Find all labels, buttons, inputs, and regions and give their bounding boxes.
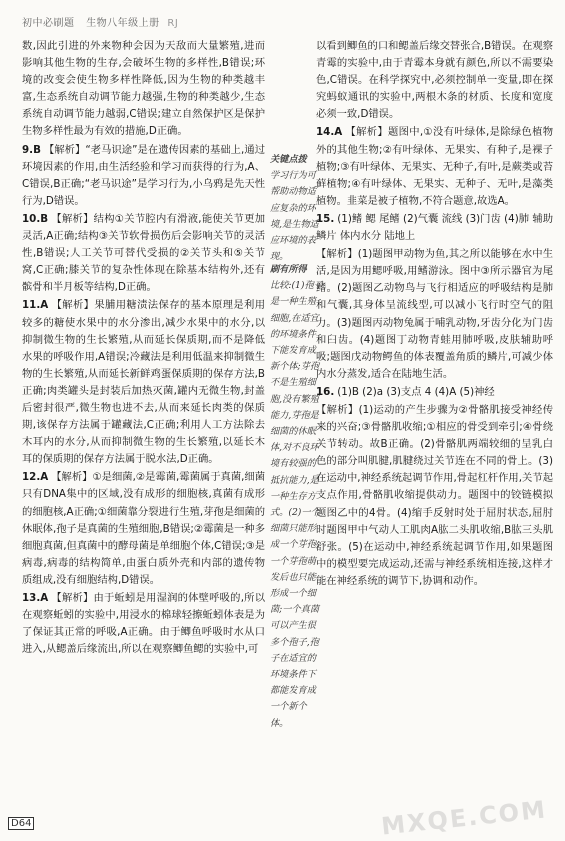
right_col-paragraph bbox=[316, 246, 553, 383]
question-number: 14.A bbox=[316, 126, 343, 139]
note-title: 关键点拨 bbox=[270, 154, 307, 165]
paragraph-text: 以看到鲫鱼的口和鳃盖后缘交替张合,B错误。在观察青霉的实验中,由于青霉本身就有颜色,所以不需要染色,C错误。在科学探究中,必须控制单一变量,即在探究蚂蚁通讯的实验中,两根木条的材质、长度和宽度必须一致,D错误。 bbox=[316, 40, 553, 121]
left_col-paragraph bbox=[22, 297, 265, 468]
question-number: 13.A bbox=[22, 592, 49, 604]
paragraph-text: 【解析】(1)运动的产生步骤为②骨骼肌接受神经传来的兴奋;③骨骼肌收缩;①相应的骨受到牵引;④骨绕关节转动。故B正确。(2)骨骼肌两端较细的呈乳白色的部分叫肌腱,肌腱绕过关节连在不同的骨上。(3)在运动中,神经系统起调节作用,骨起杠杆作用,关节起支点作用,骨骼肌收缩提供动力。题图中的铰链模拟题图乙中的4骨。(4)缩手反射时处于屈肘状态,屈肘时题图甲中气动人工肌肉A肱二头肌收缩,B肱三头肌舒张。(5)在运动中,神经系统起调节作用,如果题图中的模型要完成运动,还需与神经系统相连接,这样才能在神经系统的调节下,协调和动作。 bbox=[316, 403, 553, 587]
left_col-paragraph bbox=[22, 142, 265, 210]
question-number: 11.A bbox=[22, 299, 49, 312]
paragraph-text: (1)B (2)a (3)支点 4 (4)A (5)神经 bbox=[337, 385, 495, 398]
right-column bbox=[316, 38, 553, 591]
left_col-paragraph bbox=[22, 38, 265, 141]
paragraph-text: 【解析】结构①关节腔内有滑液,能使关节更加灵活,A正确;结构③关节软骨损伤后会影响关节的灵活性,B错误;人工关节可替代受损的②关节头和⑤关节窝,C正确;膝关节的复杂性体现在除基本结构外,还有髌骨和半月板等结构,D正确。 bbox=[22, 212, 265, 294]
note-text: 学习行为可帮助动物适应复杂的环境,是生物适应环境的表现。 bbox=[270, 170, 319, 263]
edition-label: RJ bbox=[167, 18, 179, 29]
note-gains bbox=[270, 262, 324, 732]
page-header bbox=[22, 14, 178, 29]
right_col-paragraph bbox=[316, 211, 553, 245]
question-number: 15. bbox=[316, 212, 335, 225]
question-number: 10.B bbox=[22, 212, 49, 225]
paragraph-text: 【解析】①是细菌,②是霉菌,霉菌属于真菌,细菌只有DNA集中的区域,没有成形的细胞核,真菌有成形的细胞核,A正确;①细菌靠分裂进行生殖,芽孢是细菌的休眠体,孢子是真菌的生殖细胞,B错误;②霉菌是一种多细胞真菌,但真菌中的酵母菌是单细胞个体,C错误;③是病毒,病毒的结构简单,由蛋白质外壳和内部的遗传物质组成,没有细胞结构,D错误。 bbox=[22, 471, 265, 586]
left_col-paragraph bbox=[22, 469, 265, 589]
right_col-paragraph bbox=[316, 402, 553, 590]
question-number: 9.B bbox=[22, 143, 41, 156]
note-key-points bbox=[270, 152, 324, 265]
subject-title: 生物八年级上册 bbox=[86, 18, 160, 29]
right_col-paragraph bbox=[316, 124, 553, 209]
paragraph-text: (1)鳍 鳃 尾鳍 (2)气囊 流线 (3)门齿 (4)肺 辅助 鳞片 体内水分 陆地上 bbox=[316, 212, 553, 243]
page-number: D64 bbox=[8, 817, 34, 830]
paragraph-text: 【解析】题图中,①没有叶绿体,是除绿色植物外的其他生物;②有叶绿体、无果实、有种子,是裸子植物;③有叶绿体、无果实、无种子,有叶,是蕨类或苔藓植物;④有叶绿体、无果实、无种子、无叶,是藻类植物。韭菜是被子植物,不符合题意,故选A。 bbox=[316, 126, 553, 207]
book-title: 初中必刷题 bbox=[22, 18, 75, 29]
note-text: 比较:(1)孢子是一种生殖细胞,在适宜的环境条件下能发育成新个体;芽孢不是生殖细胞,没有繁殖能力,芽孢是细菌的休眠体,对不良环境有较强的抵抗能力,是一种生存方式。(2)一个细菌只能形成一个芽孢,一个芽孢萌发后也只能形成一个细菌;一个真菌可以产生很多个孢子,孢子在适宜的环境条件下都能发育成一个新个体。 bbox=[270, 280, 323, 729]
question-number: 12.A bbox=[22, 471, 49, 484]
paragraph-text: 【解析】果脯用糖渍法保存的基本原理是利用较多的糖使水果中的水分渗出,减少水果中的水分,以抑制微生物的生长繁殖,从而延长保质期,而不是降低水果的呼吸作用,A错误;冷藏法是利用低温来抑制微生物的生长繁殖,从而延长新鲜鸡蛋保质期的保存方法,B正确;肉类罐头是封装后加热灭菌,罐内无微生物,封盖后密封很严,微生物也进不去,从而来延长肉类的保质期,该保存方法属于罐藏法,C正确;利用人工方法除去木耳内的水分,从而抑制微生物的生长繁殖,以延长木耳的保质期的保存方法属于脱水法,D正确。 bbox=[22, 299, 265, 466]
right_col-paragraph bbox=[316, 38, 553, 123]
left-column bbox=[22, 38, 265, 659]
paragraph-text: 【解析】(1)题图甲动物为鱼,其之所以能够在水中生活,是因为用鳃呼吸,用鳍游泳。图中③所示器官为尾鳍。(2)题图乙动物鸟与飞行相适应的呼吸结构是肺和气囊,其身体呈流线型,可以减小飞行时空气的阻力。(3)题图丙动物兔属于哺乳动物,牙齿分化为门齿和臼齿。(4)题图丁动物青蛙用肺呼吸,皮肤辅助呼吸;题图戊动物鳄鱼的体表覆盖角质的鳞片,可减少体内水分蒸发,适合在陆地生活。 bbox=[316, 248, 553, 380]
note-title: 刷有所得 bbox=[270, 264, 307, 275]
paragraph-text: 【解析】由于蚯蚓是用湿润的体壁呼吸的,所以在观察蚯蚓的实验中,用浸水的棉球轻擦蚯蚓体表是为了保证其正常的呼吸,A正确。由于鲫鱼呼吸时水从口进入,从鳃盖后缘流出,所以在观察鲫鱼鳃的实验中,可 bbox=[22, 592, 265, 656]
left_col-paragraph bbox=[22, 590, 265, 658]
question-number: 16. bbox=[316, 385, 335, 398]
paragraph-text: 【解析】“老马识途”是在遗传因素的基础上,通过环境因素的作用,由生活经验和学习而获得的行为,A、C错误,B正确;“老马识途”是学习行为,小乌鸦是先天性行为,D错误。 bbox=[22, 143, 265, 207]
watermark-logo: MXQE.COM bbox=[379, 795, 549, 841]
right_col-paragraph bbox=[316, 384, 553, 401]
paragraph-text: 数,因此引进的外来物种会因为天敌而大量繁殖,进而影响其他生物的生存,会破坏生物的多样性,B错误;环境的改变会使生物多样性降低,因为生物的种类越丰富,生态系统自动调节能力越强,生物的种类越少,生态系统自动调节能力越弱,C错误;建立自然保护区是保护生物多样性最为有效的措施,D正确。 bbox=[22, 40, 265, 138]
left_col-paragraph bbox=[22, 211, 265, 296]
